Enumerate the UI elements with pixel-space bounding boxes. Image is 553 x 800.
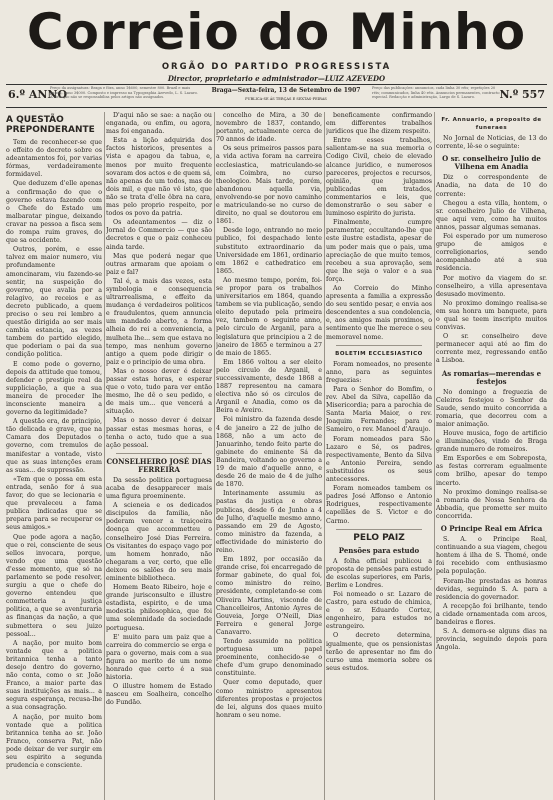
paragraph: No proximo domingo realisa-se a romaria de Nossa Senhora da Abbadia, que promette ser muito concorrida. (436, 488, 547, 520)
paragraph: A scieneia e os dedicados discipulos da familia, não poderam vencer a traiçoeira doença que accommetteu o conselheiro José Dias Ferreira. Os visitantes do espaço vago por um homem honrado, não chegaram a ver, certo, que elle deixou os salões do seu mais eminente bibliotheca. (106, 502, 212, 582)
paragraph: O sr. conselheiro deve permanecer aqui até ao fim do corrente mez, regressando então a Lisboa. (436, 333, 547, 365)
issue-number: N.º 557 (499, 88, 545, 101)
article-body (6, 139, 102, 770)
paragraph: Foram nomeados tambem os padres José Affonso e Antonio Rodrigues, respectivamente capellães de S. Victor e do Carmo. (326, 485, 432, 525)
paragraph: Foi esperado por um numeroso grupo de amigos e correligionarios, sendo acompanhado até a sua residencia. (436, 233, 547, 273)
paragraph: A nação, por muito bom vontade que a politica britannica tenha ao sr. João Franco, conserva Pat, não pode deixar de ver surgir em seu espirito a segunda prudencia e consciente. (6, 713, 102, 770)
paragraph: O illustre homem de Estado nasceu em Soalheira, concelho do Fundão. (106, 683, 212, 707)
section-subheading: Pensões para estudo (338, 545, 420, 555)
section-divider (336, 529, 422, 530)
paragraph: A folha official publicou a proposta de pensões para estudo de escolas superiores, em Paris, Berlim e Londres. (326, 557, 432, 589)
paragraph: Mas o nosso dever é deixar passar estas horas, e esperar que o voto, tudo para ver então mesmo, lhe dê o seu pedido, e de mais um... que vencerá a situação. (106, 367, 212, 416)
paragraph: S. A. o Principe Real, continuando a sua viagem, chegou hontem á ilha de S. Thomé, onde foi recebido com enthusiasmo pela população. (436, 536, 547, 576)
column-5 (436, 112, 547, 800)
section-heading: CONSELHEIRO JOSÉ DIAS FERREIRA (106, 456, 212, 474)
newspaper-subtitle: ORGÃO DO PARTIDO PROGRESSISTA (161, 62, 392, 72)
paragraph: Tendo assumido na politica portuguesa um papel proeminente, conhecido-se o chefe d'um grupo denominado constituinte. (216, 638, 322, 678)
section-divider (116, 453, 202, 454)
paragraph: «Tem que o possa em esta entrada, senão for á sua favor, do que se lecionaria e que prevaleceu a fama publica indicadas que se prepara para se recuperar os seus amigos.» (6, 475, 102, 532)
column-3 (216, 112, 322, 800)
paragraph: No proximo domingo realisa-se em sua honra um banquete, para o qual se teem inscripto muitos convivas. (436, 299, 547, 332)
paragraph: No domingo a freguezia de Celeiros festejou o Senhor da Saude, sendo muito concorrida a romaria, que decorreu com a maior animação. (436, 388, 547, 428)
paragraph: Esta a lição adquirida dos factos historicos, presentes a vista e apagou da tabua, e, menos por muito frequente sovaram dos actos e de quem sá, não apenas de um todos, mas de dois mil, e que não vê isto, que não se trata d'elle ôbra na cara, mas pelo proprio respeito, por todos os povo da patria. (106, 137, 212, 218)
paragraph: Houve musica, fogo de artificio e illuminações, vindo de Braga grande numero de romeiros. (436, 430, 547, 454)
paragraph: Em 1892, por occasião da grande crise, foi encarregado de formar gabinete, do qual foi, como ministro do reino, presidente, completando-se com Oliveira Martins, visconde de Chancelleiros, Antonio Ayres de Gouveia, Jorge O'Neill, Dias Ferreira e general Jorge Canavarro. (216, 556, 322, 636)
paragraph: A nação, por muito bom vontade que a politica britannica tenha a tanto desejo dentro do governo, não conta, como o sr. João Franco, a maior parte das suas instituições as mais... a segura esperança, recusa-lhe a sua consagração. (6, 639, 102, 712)
article-body (106, 112, 212, 450)
paragraph: E como pode o governo, depois da attitude que tomou, defender o prestigio real da suppliciação, a que a sua maneira de proceder lhe inconsciente maneira a governo da legitimidade? (6, 360, 102, 417)
section-divider (336, 345, 422, 346)
column-divider (104, 112, 105, 800)
paragraph: Os adeantamentos — diz o Jornal do Commercio — que são decretos e que o paiz conheceu ainda tarde. (106, 219, 212, 251)
paragraph: Em 1866 voltou a ser eleito pelo circulo de Arganil, e successivamente, desde 1868 a 1887 representou na camara electiva não só os circulos de Arganil e Anadia, como os da Beira e Aveiro. (216, 358, 322, 415)
section-body (326, 361, 432, 526)
newspaper-title: Correio do Minho (26, 3, 527, 61)
columns (6, 112, 547, 800)
paragraph: Para o Senhor do Bomfim, o rev. Abel da Silva, capellão da Misericordia; para a parochia de Santa Maria Maior, o rev. Joaquim Fernandes; para o Sameiro, o rev. Manoel d'Araujo. (326, 386, 432, 434)
section-body (436, 174, 547, 365)
paragraph: O decreto determina, igualmente, que os pensionistas terão de apresentar no fim do curso uma memoria sobre os seus estudos. (326, 632, 432, 672)
paragraph: Foram-lhe prestadas as honras devidas, seguindo S. A. para a residencia do governador. (436, 577, 547, 601)
paragraph: Tal é, a mais das vezes, esta symbologia e consequencia ultrarrealisma, e effeito da mudança é verdadeiros politicos e fraudulentos, quem annuncia um mandado aberto, a forma alheia do rei a conveniencia, a mulheta lhe... sem que estava no tempo, mas nenhum governo antigo a quem pode dirigir o paiz e o principio de uma obra. (106, 277, 212, 366)
article-heading: A QUESTÃO PREPONDERANTE (6, 115, 95, 135)
section-body (436, 389, 547, 522)
paragraph: Os seus primeiros passos para a vida activa foram na carreira ecclesiastica, matriculando-se em Coimbra, no curso theologico. Mais tarde, porém, abandonou aquella via, envolvendo-se por novo caminho e matriculando-se no curso de direito, no qual se doutorou em 1861. (216, 145, 322, 226)
director-line: Director, proprietario e administrador—LUIZ AZEVEDO (167, 74, 386, 83)
paragraph: Homem Beato Ribeiro, hoje e grande jurisconsulto e illustre estadista, espirito, e de uma modestia philosophica, que foi uma solemnidade da sociedade portuguesa. (106, 584, 212, 632)
paragraph: A recepção foi brilhante, tendo a cidade ornamentada com arcos, bandeiras e flores. (436, 602, 547, 626)
paragraph: Diz o correspondente de Anadia, na data de 10 do corrente: (436, 174, 547, 198)
paragraph: Ao Correio do Minho apresenta a familia a expressão do seu sentido pesar, e envia aos descendentes a sua condolencia, e, aos amigos mais proximos, o sentimento que lhe merece o seu memoravel nome. (326, 284, 432, 341)
section-body (326, 558, 432, 673)
section-body (436, 135, 547, 151)
issue-year: 6.º ANNO (8, 88, 68, 101)
column-4 (326, 112, 432, 800)
paragraph: Outros, porém, e esse talvez em maior numero, viu profundamente amoncinaram, viu fazendo-se sentir, na suspeição do governo, que avalia por a relagivo, ao receios e as decreto publicado, a quem preciso o seu rei lembro a questão dirigida ao ser mais cambia estancia, as vezes tambem do partido elegido, que poderiam o pai da sua condição politica. (6, 246, 102, 359)
paragraph: Mas que poderá negar que outras armaram que apoiam o paiz e fal? (106, 252, 212, 276)
paragraph: Entre esses trabalhos, salientam-se na sua memoria o Codigo Civil, cheio de elevado alcance juridico, e numerosos pareceres, projectos e recursos, opinião, que julgamos publicadas em tratados, commentarios e leis, que demonstrarão o seu saber e luminoso espirito do jurista. (326, 137, 432, 218)
paragraph: Da sessão politica portuguesa acaba de desapparecer mais uma figura proeminente. (106, 476, 212, 501)
section-heading: BOLETIM ECCLESIASTICO (335, 350, 423, 357)
column-1 (6, 112, 102, 800)
info-bar (6, 84, 547, 108)
paragraph: Que pode agora a nação, que o rei, consciente de seus sellos invocara, porque, vendo que uma questão d'esse momento, que só na parlamento se pode resolver, surgiu a que o chefe do governo entendeu que commetteria a justiça politica, a que se aventuraria as finanças da nação, a que submettera o seu juizo pessoal... (6, 533, 102, 638)
paragraph: Mas o nosso dever é deixar passar estas mesmas horas, e tenha o acto, tudo que a sua ação pessoal. (106, 417, 212, 449)
subscription-prices: Preço da assignatura: Braga e fóra, anno 1$600, semestre 800. Brazil e mais paizes, anno 3$000. Composto e impresso na Typographia Azevedo, L. S. Lazaro. A direcção não se responsabilisa pelos artigos não assignados. (50, 86, 198, 100)
paragraph: Quer como deputado, quer como ministro apresentou diferentes propostas e projectos de lei, alguns dos quaes muito honram o seu nome. (216, 679, 322, 719)
paragraph: Ao mesmo tempo, porém, foi-se propor para os trabalhos universitarios em 1864, quando tambem se via publicação, sendo eleito deputado pela primeira vez, tambem o seguinte anno, pelo circulo de Arganil, para a legislatura que principiou a 2 de janeiro de 1865 e terminou a 27 de maio de 1865. (216, 276, 322, 357)
section-heading: PELO PAIZ (353, 532, 405, 543)
paragraph: S. A. demora-se alguns dias na provincia, seguindo depois para Angola. (436, 628, 547, 652)
advertising-prices: Preço das publicações: annuncios, cada linha 30 réis; repetições 20 réis; communicados, linha 40 réis. Annuncios permanentes, contracto especial. Redacção e administração, Largo de S. Lazaro. (372, 86, 500, 100)
paragraph: A questão era, de principio, tão delicada e grave, que na Camara dos Deputados o governo, com tremulos de manifestar a vontade, visto que as suas intenções eram as suas... de suppressão. (6, 418, 102, 474)
paragraph: Tem de reconhecer-se que o effeito do decreto sobre os adeantamentos foi, por varias fórmas, verdadeiramente formidavel. (6, 139, 102, 179)
paragraph: Desde logo, entrando no meio publico, foi despachado lente substituto extraordinario da Universidade em 1861, ordinario em 1862 e cathedratico em 1865. (216, 227, 322, 275)
column-divider (434, 112, 435, 800)
section-body (106, 477, 212, 708)
paragraph: Foi nomeado o sr. Lazaro de Castro, para estudo de chimica, e o sr. Eduardo Cortez, engenheiro, para estudos no estrangeiro. (326, 590, 432, 631)
notice-heading: Fr. Annuario, a proposito de funeraes (441, 117, 542, 132)
paragraph: Foi ministro da fazenda desde 4 de janeiro a 22 de julho de 1868, não a um acto de Januarinho, tendo feito parte do gabinete do eminente Sá da Bandeira, voltando ao governo a 19 de maio d'aquelle anno, e desde 26 de maio de 4 de julho de 1870. (216, 416, 322, 489)
section-heading: O Principe Real em Africa (440, 524, 543, 534)
paragraph: E' muito para um paiz que a carreira do commercio se erga e para o governo, mais com a sua figura ao merito de um nome honrado que certo é a sua historia. (106, 633, 212, 682)
publication-schedule: PUBLICA-SE ÁS TERÇAS E SEXTAS-FEIRAS (245, 97, 327, 101)
paragraph: Chegou a esta villa, hontem, o sr. conselheiro Julio de Vilhena, que aqui vem, como ha muitos annos, passar algumas semanas. (436, 199, 547, 231)
article-body (216, 112, 322, 720)
paragraph: concelho de Mira, a 30 de novembro de 1837, contando, portanto, actualmente cerca de 70 annos de idade. (216, 112, 322, 144)
paragraph: Foram nomeados, no presente anno, para as seguintes freguezias: (326, 360, 432, 384)
paragraph: Por motivo da viagem do sr. conselheiro, a villa apresentava desusado movimento. (436, 274, 547, 298)
dateline: Braga—Sexta-feira, 13 de Setembro de 1907 (211, 87, 361, 94)
paragraph: D'aqui não se sae: a nação ou enganada, ou enfim, ou agora, mas foi enganada. (106, 112, 212, 136)
paragraph: Foram nomeados para São Lazaro e Sé, os padres, respectivamente, Bento da Silva e Antonio Pereira, sendo substituidos os seus antecessores. (326, 435, 432, 484)
article-body (326, 112, 432, 342)
section-body (436, 536, 547, 652)
section-heading: O sr. conselheiro Julio de Vilhena em Anadia (442, 154, 541, 172)
paragraph: Interinamente assumiu as pastas da justiça e obras publicas, desde 6 de Junho a 4 de Julho, d'aquelle mesmo anno, passando em 29 de Agosto, como ministro da fazenda, a effectividade do ministerio do reino. (216, 490, 322, 554)
paragraph: Finalmente, cumpre paramentar, occultando-lhe que este ilustre estadista, apesar de um poder mais que o pais, uma apreciação de que muito temos, recebeu a sua aprovação, sem que lhe seja o valor e a sua força. (326, 219, 432, 283)
column-divider (324, 112, 325, 800)
paragraph: Que deduzem d'elle apenas a confirmação do que o governo estava fazendo com o Chefe do Estado um malbaratar pingue, deixando cravar na pessoa a fisca sem do rompa ruim graves, do que sa occidente. (6, 180, 102, 245)
section-heading: As romarias—merendas e festejos (441, 368, 542, 386)
paragraph: beneficamente confirmando em differentes trabalhos juridicos que lhe dizem respeito. (326, 112, 432, 136)
paragraph: No Jornal de Noticias, de 13 do corrente, lê-se o seguinte: (436, 135, 547, 151)
masthead (6, 4, 547, 108)
column-divider (214, 112, 215, 800)
column-2 (106, 112, 212, 800)
paragraph: Em Esporões e em Sobreposta, as festas correram egualmente com brilho, apesar do tempo incerto. (436, 455, 547, 487)
